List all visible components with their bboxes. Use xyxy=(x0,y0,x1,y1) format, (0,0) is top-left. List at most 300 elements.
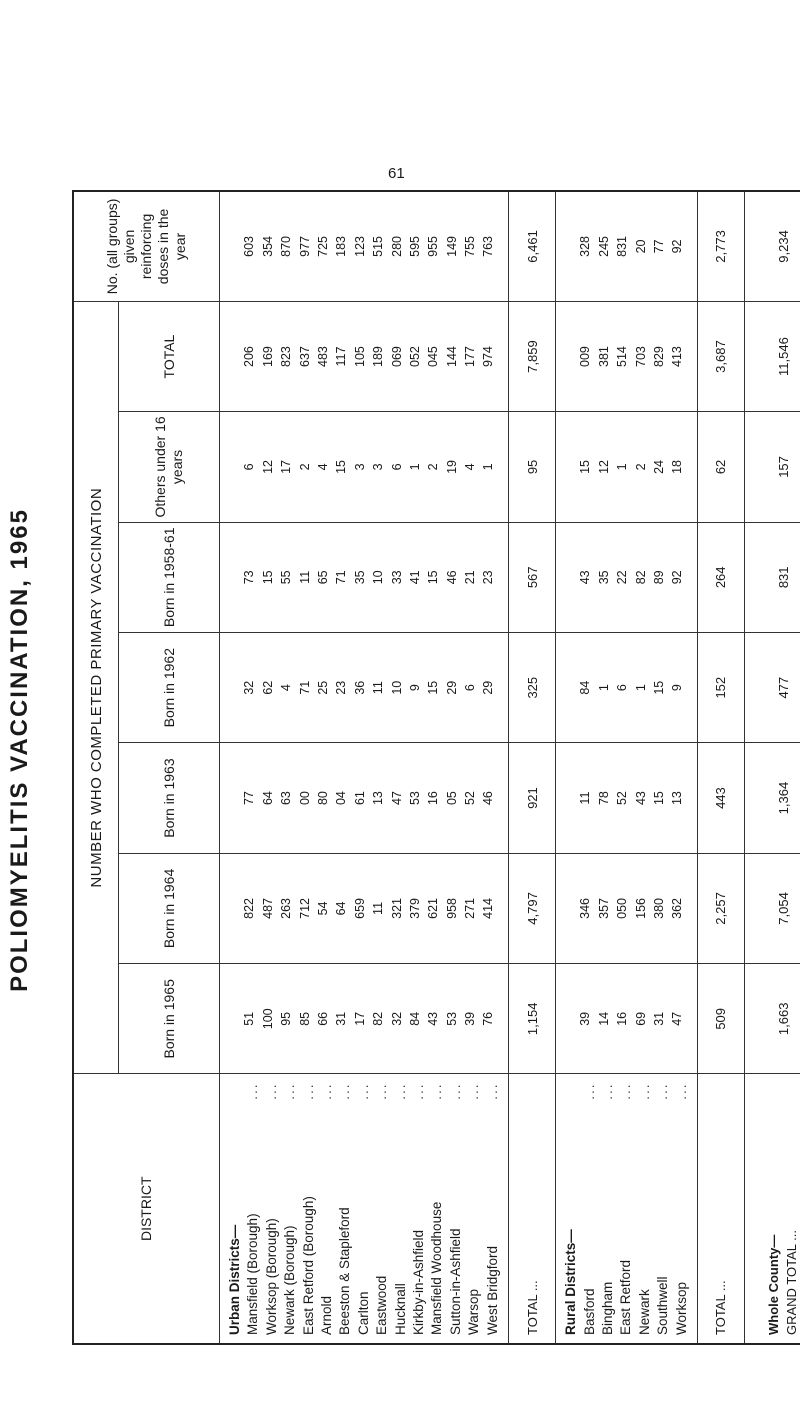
leader-dots: ... xyxy=(282,1082,298,1100)
section-spacer xyxy=(558,418,576,515)
urban-district-names xyxy=(220,1074,509,1344)
group-header: NUMBER WHO COMPLETED PRIMARY VACCINATION xyxy=(73,301,119,1074)
table-cell: 6 xyxy=(242,463,257,471)
leader-dots: ... xyxy=(263,1082,279,1100)
table-cell: 33 xyxy=(389,570,404,585)
district-name: Arnold xyxy=(319,1295,335,1335)
table-cell: 61 xyxy=(352,791,367,806)
table-cell: 755 xyxy=(463,236,478,257)
urban-total-cell: 567 xyxy=(509,522,556,632)
rural-born-1964-values xyxy=(556,853,698,963)
table-cell: 15 xyxy=(260,570,275,585)
section-spacer xyxy=(558,529,576,626)
table-cell: 955 xyxy=(426,236,441,257)
district-row-label xyxy=(636,1083,654,1336)
leader-dots: ... xyxy=(429,1082,445,1100)
table-cell: 100 xyxy=(260,1008,275,1030)
leader-dots: ... xyxy=(655,1082,671,1100)
table-cell: 3 xyxy=(371,463,386,471)
table-cell: 21 xyxy=(463,570,478,585)
table-cell: 123 xyxy=(352,236,367,257)
table-cell: 362 xyxy=(670,898,685,919)
table-cell: 23 xyxy=(334,680,349,695)
urban-born-1963-values xyxy=(220,743,509,853)
table-cell: 263 xyxy=(279,898,294,919)
leader-dots: ... xyxy=(636,1082,652,1100)
table-cell: 77 xyxy=(652,239,667,254)
header-reinforcing: No. (all groups) given reinforcing doses in the year xyxy=(73,191,220,301)
table-cell: 11 xyxy=(297,570,312,584)
grand-total-row xyxy=(744,191,800,1344)
table-cell: 92 xyxy=(670,239,685,254)
table-cell: 823 xyxy=(279,346,294,367)
table-cell: 15 xyxy=(426,570,441,585)
table-cell: 39 xyxy=(463,1011,478,1026)
table-cell: 46 xyxy=(481,791,496,806)
section-spacer xyxy=(558,198,576,295)
district-row-label xyxy=(318,1083,336,1336)
whole-county-label: Whole County— xyxy=(766,1234,782,1335)
leader-dots: ... xyxy=(447,1082,463,1100)
table-cell: 29 xyxy=(481,680,496,695)
table-cell: 1 xyxy=(633,684,648,692)
section-spacer xyxy=(222,198,240,295)
rural-total-row xyxy=(697,191,744,1344)
rural-total-cell: 152 xyxy=(697,633,744,743)
district-row-label xyxy=(447,1083,465,1336)
table-cell: 04 xyxy=(334,791,349,806)
urban-total-cell: 7,859 xyxy=(509,301,556,411)
page-title: POLIOMYELITIS VACCINATION, 1965 xyxy=(6,508,33,992)
table-cell: 15 xyxy=(652,791,667,806)
table-cell: 2 xyxy=(297,463,312,471)
table-cell: 514 xyxy=(615,346,630,367)
district-header: DISTRICT xyxy=(73,1074,220,1344)
rural-born-1965-values xyxy=(556,964,698,1074)
urban-total-cell: 4,797 xyxy=(509,853,556,963)
table-cell: 78 xyxy=(596,791,611,806)
grand-total-cell: 477 xyxy=(744,633,800,743)
table-cell: 069 xyxy=(389,346,404,367)
table-cell: 12 xyxy=(260,459,275,474)
rural-districts-block xyxy=(556,191,698,1344)
table-cell: 621 xyxy=(426,898,441,919)
table-cell: 51 xyxy=(242,1011,257,1026)
grand-total-cell: 831 xyxy=(744,522,800,632)
table-cell: 2 xyxy=(633,463,648,471)
table-cell: 41 xyxy=(407,570,422,585)
district-row-label xyxy=(428,1083,446,1336)
table-cell: 64 xyxy=(260,791,275,806)
leader-dots: ... xyxy=(300,1082,316,1100)
urban-total-cell: 95 xyxy=(509,412,556,522)
table-cell: 84 xyxy=(578,680,593,695)
urban-total-cell: 6,461 xyxy=(509,191,556,301)
district-row-label xyxy=(336,1083,354,1336)
district-row-label xyxy=(599,1083,617,1336)
table-cell: 6 xyxy=(389,463,404,471)
district-name: Worksop (Borough) xyxy=(263,1218,279,1335)
table-cell: 177 xyxy=(463,346,478,367)
table-cell: 92 xyxy=(670,570,685,585)
table-cell: 009 xyxy=(578,346,593,367)
header-born-1958-61: Born in 1958-61 xyxy=(119,522,220,632)
urban-total-row xyxy=(509,191,556,1344)
table-cell: 6 xyxy=(615,684,630,692)
table-cell: 46 xyxy=(444,570,459,585)
rural-others-values xyxy=(556,412,698,522)
table-cell: 16 xyxy=(426,791,441,806)
district-row-label xyxy=(465,1083,483,1336)
rural-born-1962-values xyxy=(556,633,698,743)
rural-total-cell: 3,687 xyxy=(697,301,744,411)
table-cell: 280 xyxy=(389,236,404,257)
urban-born-1962-values xyxy=(220,633,509,743)
leader-dots: ... xyxy=(319,1082,335,1100)
table-cell: 11 xyxy=(578,791,593,805)
table-cell: 85 xyxy=(297,1011,312,1026)
table-cell: 64 xyxy=(334,901,349,916)
table-cell: 53 xyxy=(444,1011,459,1026)
table-cell: 117 xyxy=(334,346,349,367)
table-cell: 35 xyxy=(596,570,611,585)
urban-total-cell: 921 xyxy=(509,743,556,853)
district-row-label xyxy=(392,1083,410,1336)
table-cell: 712 xyxy=(297,898,312,919)
grand-total-cell: 157 xyxy=(744,412,800,522)
rural-total-cell: 62 xyxy=(697,412,744,522)
table-cell: 189 xyxy=(371,346,386,367)
table-cell: 63 xyxy=(279,791,294,806)
district-name: Warsop xyxy=(466,1288,482,1335)
table-cell: 10 xyxy=(389,680,404,695)
district-row-label xyxy=(281,1083,299,1336)
table-cell: 183 xyxy=(334,236,349,257)
grand-total-cell: 7,054 xyxy=(744,853,800,963)
rotated-table-container xyxy=(72,190,800,1345)
table-cell: 321 xyxy=(389,898,404,919)
table-cell: 05 xyxy=(444,791,459,806)
table-cell: 10 xyxy=(371,570,386,585)
table-cell: 66 xyxy=(315,1011,330,1026)
table-cell: 17 xyxy=(352,1011,367,1026)
urban-others-values xyxy=(220,412,509,522)
table-cell: 380 xyxy=(652,898,667,919)
urban-total-values xyxy=(220,301,509,411)
district-name: Hucknall xyxy=(392,1283,408,1335)
table-cell: 977 xyxy=(297,236,312,257)
section-spacer xyxy=(222,749,240,846)
table-cell: 050 xyxy=(615,898,630,919)
district-row-label xyxy=(410,1083,428,1336)
table-cell: 052 xyxy=(407,346,422,367)
district-name: Kirkby-in-Ashfield xyxy=(411,1229,427,1335)
table-cell: 870 xyxy=(279,236,294,257)
section-spacer xyxy=(558,749,576,846)
leader-dots: ... xyxy=(599,1082,615,1100)
table-cell: 54 xyxy=(315,901,330,916)
district-row-label xyxy=(244,1083,262,1336)
rural-reinforcing-values xyxy=(556,191,698,301)
table-cell: 71 xyxy=(334,570,349,585)
section-spacer xyxy=(222,639,240,736)
table-cell: 829 xyxy=(652,346,667,367)
table-cell: 15 xyxy=(334,459,349,474)
section-spacer xyxy=(558,970,576,1067)
header-born-1964: Born in 1964 xyxy=(119,853,220,963)
table-cell: 17 xyxy=(279,459,294,474)
table-cell: 47 xyxy=(389,791,404,806)
table-cell: 23 xyxy=(481,570,496,585)
table-rotation-frame xyxy=(72,190,800,1345)
district-name: Southwell xyxy=(655,1276,671,1335)
leader-dots: ... xyxy=(411,1082,427,1100)
urban-total-label: TOTAL ... xyxy=(509,1074,556,1344)
leader-dots: ... xyxy=(581,1082,597,1100)
rural-total-label: TOTAL ... xyxy=(697,1074,744,1344)
table-cell: 32 xyxy=(389,1011,404,1026)
table-cell: 271 xyxy=(463,898,478,919)
table-cell: 4 xyxy=(315,463,330,471)
table-cell: 19 xyxy=(444,459,459,474)
table-cell: 958 xyxy=(444,898,459,919)
table-cell: 659 xyxy=(352,898,367,919)
table-cell: 69 xyxy=(633,1011,648,1026)
leader-dots: ... xyxy=(374,1082,390,1100)
district-row-label xyxy=(654,1083,672,1336)
district-name: East Retford xyxy=(618,1259,634,1335)
table-cell: 47 xyxy=(670,1011,685,1026)
rural-district-names xyxy=(556,1074,698,1344)
table-cell: 00 xyxy=(297,791,312,806)
table-cell: 18 xyxy=(670,459,685,474)
table-cell: 15 xyxy=(652,680,667,695)
table-cell: 603 xyxy=(242,236,257,257)
rural-total-cell: 443 xyxy=(697,743,744,853)
table-cell: 11 xyxy=(371,681,386,695)
table-cell: 346 xyxy=(578,898,593,919)
leader-dots: ... xyxy=(245,1082,261,1100)
section-spacer xyxy=(222,529,240,626)
grand-total-label: GRAND TOTAL ... xyxy=(784,1230,800,1335)
table-cell: 328 xyxy=(578,236,593,257)
table-cell: 381 xyxy=(596,346,611,367)
rural-total-values xyxy=(556,301,698,411)
table-cell: 105 xyxy=(352,346,367,367)
grand-total-cell: 1,663 xyxy=(744,964,800,1074)
rural-born-1963-values xyxy=(556,743,698,853)
district-name: Mansfield Woodhouse xyxy=(429,1201,445,1335)
table-cell: 3 xyxy=(352,463,367,471)
table-cell: 76 xyxy=(481,1011,496,1026)
table-cell: 53 xyxy=(407,791,422,806)
table-cell: 637 xyxy=(297,346,312,367)
section-spacer xyxy=(222,860,240,957)
district-row-label xyxy=(617,1083,635,1336)
table-cell: 36 xyxy=(352,680,367,695)
table-cell: 169 xyxy=(260,346,275,367)
table-cell: 1 xyxy=(481,463,496,471)
table-cell: 703 xyxy=(633,346,648,367)
leader-dots: ... xyxy=(618,1082,634,1100)
grand-total-cell: 9,234 xyxy=(744,191,800,301)
table-cell: 16 xyxy=(615,1011,630,1026)
grand-total-cell: 11,546 xyxy=(744,301,800,411)
table-cell: 4 xyxy=(279,684,294,692)
table-cell: 379 xyxy=(407,898,422,919)
table-cell: 045 xyxy=(426,346,441,367)
leader-dots: ... xyxy=(673,1082,689,1100)
table-cell: 52 xyxy=(615,791,630,806)
rural-total-cell: 509 xyxy=(697,964,744,1074)
grand-total-cell: 1,364 xyxy=(744,743,800,853)
section-label: Urban Districts— xyxy=(227,1224,242,1335)
section-spacer xyxy=(222,418,240,515)
table-cell: 32 xyxy=(242,680,257,695)
table-cell: 15 xyxy=(578,459,593,474)
table-cell: 82 xyxy=(633,570,648,585)
table-cell: 974 xyxy=(481,346,496,367)
table-cell: 84 xyxy=(407,1011,422,1026)
table-cell: 39 xyxy=(578,1011,593,1026)
table-cell: 11 xyxy=(371,901,386,915)
urban-reinforcing-values xyxy=(220,191,509,301)
district-name: Beeston & Stapleford xyxy=(337,1207,353,1335)
table-cell: 414 xyxy=(481,898,496,919)
district-name: Sutton-in-Ashfield xyxy=(447,1228,463,1335)
table-cell: 483 xyxy=(315,346,330,367)
section-spacer xyxy=(558,860,576,957)
section-spacer xyxy=(222,308,240,405)
table-cell: 12 xyxy=(596,459,611,474)
table-cell: 6 xyxy=(463,684,478,692)
table-cell: 24 xyxy=(652,459,667,474)
section-spacer xyxy=(558,308,576,405)
leader-dots: ... xyxy=(484,1082,500,1100)
district-name: Eastwood xyxy=(374,1275,390,1335)
table-cell: 43 xyxy=(578,570,593,585)
district-name: Newark xyxy=(636,1289,652,1335)
district-row-label xyxy=(373,1083,391,1336)
table-cell: 25 xyxy=(315,680,330,695)
table-cell: 4 xyxy=(463,463,478,471)
table-cell: 487 xyxy=(260,898,275,919)
rural-total-cell: 2,257 xyxy=(697,853,744,963)
leader-dots: ... xyxy=(337,1082,353,1100)
grand-total-label-cell xyxy=(744,1074,800,1344)
leader-dots: ... xyxy=(392,1082,408,1100)
district-name: Mansfield (Borough) xyxy=(245,1213,261,1335)
section-label: Rural Districts— xyxy=(563,1229,579,1335)
header-born-1965: Born in 1965 xyxy=(119,964,220,1074)
table-cell: 55 xyxy=(279,570,294,585)
urban-total-cell: 1,154 xyxy=(509,964,556,1074)
table-cell: 15 xyxy=(426,680,441,695)
table-cell: 354 xyxy=(260,236,275,257)
header-others-under-16: Others under 16 years xyxy=(119,412,220,522)
leader-dots: ... xyxy=(355,1082,371,1100)
section-spacer xyxy=(222,970,240,1067)
table-cell: 31 xyxy=(652,1011,667,1026)
table-cell: 831 xyxy=(615,236,630,257)
table-cell: 43 xyxy=(426,1011,441,1026)
urban-total-cell: 325 xyxy=(509,633,556,743)
table-cell: 725 xyxy=(315,236,330,257)
table-cell: 62 xyxy=(260,680,275,695)
table-cell: 35 xyxy=(352,570,367,585)
district-row-label xyxy=(673,1083,691,1336)
table-cell: 357 xyxy=(596,898,611,919)
table-cell: 515 xyxy=(371,236,386,257)
table-cell: 80 xyxy=(315,791,330,806)
district-name: Basford xyxy=(581,1288,597,1335)
rural-total-cell: 2,773 xyxy=(697,191,744,301)
page-number: 61 xyxy=(388,165,405,182)
table-cell: 13 xyxy=(670,791,685,806)
table-cell: 413 xyxy=(670,346,685,367)
table-cell: 9 xyxy=(407,684,422,692)
table-cell: 20 xyxy=(633,239,648,254)
table-cell: 89 xyxy=(652,570,667,585)
table-cell: 206 xyxy=(242,346,257,367)
table-cell: 77 xyxy=(242,791,257,806)
district-row-label xyxy=(263,1083,281,1336)
district-row-label xyxy=(581,1083,599,1336)
urban-born-1965-values xyxy=(220,964,509,1074)
table-cell: 1 xyxy=(407,463,422,471)
table-cell: 9 xyxy=(670,684,685,692)
table-cell: 43 xyxy=(633,791,648,806)
district-row-label xyxy=(355,1083,373,1336)
district-name: East Retford (Borough) xyxy=(300,1196,316,1335)
header-total: TOTAL xyxy=(119,301,220,411)
table-cell: 144 xyxy=(444,346,459,367)
urban-born-1964-values xyxy=(220,853,509,963)
table-cell: 245 xyxy=(596,236,611,257)
table-cell: 1 xyxy=(596,684,611,692)
table-cell: 82 xyxy=(371,1011,386,1026)
urban-districts-block xyxy=(220,191,509,1344)
vaccination-table xyxy=(72,190,800,1345)
leader-dots: ... xyxy=(466,1082,482,1100)
district-name: Worksop xyxy=(673,1281,689,1335)
table-cell: 65 xyxy=(315,570,330,585)
section-spacer xyxy=(558,639,576,736)
header-born-1963: Born in 1963 xyxy=(119,743,220,853)
district-row-label xyxy=(300,1083,318,1336)
table-cell: 2 xyxy=(426,463,441,471)
district-name: Bingham xyxy=(599,1281,615,1335)
district-row-label xyxy=(484,1083,502,1336)
rural-born-1958-61-values xyxy=(556,522,698,632)
table-cell: 13 xyxy=(371,791,386,806)
table-cell: 1 xyxy=(615,463,630,471)
district-name: Carlton xyxy=(355,1291,371,1335)
table-cell: 31 xyxy=(334,1011,349,1026)
table-cell: 595 xyxy=(407,236,422,257)
table-cell: 73 xyxy=(242,570,257,585)
table-cell: 822 xyxy=(242,898,257,919)
table-cell: 156 xyxy=(633,898,648,919)
district-name: West Bridgford xyxy=(484,1245,500,1335)
table-cell: 71 xyxy=(297,680,312,695)
header-born-1962: Born in 1962 xyxy=(119,633,220,743)
district-name: Newark (Borough) xyxy=(282,1225,298,1335)
table-cell: 14 xyxy=(596,1011,611,1026)
table-cell: 22 xyxy=(615,570,630,585)
table-cell: 149 xyxy=(444,236,459,257)
table-cell: 95 xyxy=(279,1011,294,1026)
